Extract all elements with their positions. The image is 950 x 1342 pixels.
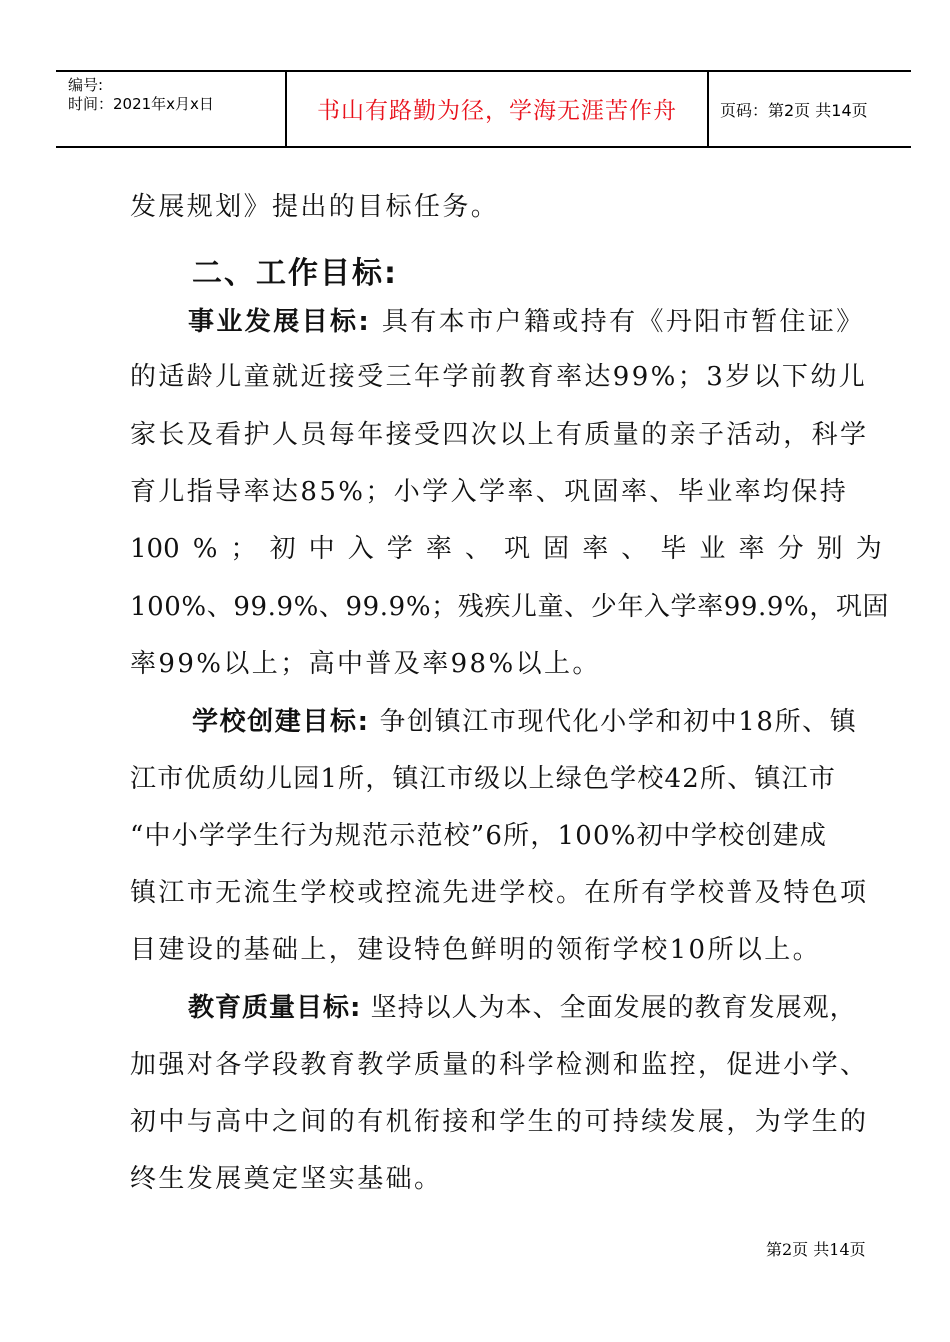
paragraph-3-line-3: 初中与高中之间的有机衔接和学生的可持续发展，为学生的 xyxy=(130,1107,869,1137)
paragraph-1-text-1: 具有本市户籍或持有《丹阳市暂住证》 xyxy=(381,307,865,337)
header-time-label: 时间：2021年x月x日 xyxy=(68,95,214,113)
paragraph-1-line-5-token: ； xyxy=(230,534,257,564)
paragraph-1-line-5 xyxy=(130,532,882,566)
paragraph-2-line-1 xyxy=(192,705,882,739)
paragraph-3-text-1: 坚持以人为本、全面发展的教育发展观， xyxy=(370,993,857,1023)
paragraph-1-line-5-token: 别 xyxy=(816,534,843,564)
header-bottom-rule xyxy=(56,146,911,148)
paragraph-1-line-5-token: 学 xyxy=(386,534,413,564)
paragraph-1-line-2: 的适龄儿童就近接受三年学前教育率达99%；3岁以下幼儿 xyxy=(130,362,868,392)
paragraph-1-line-3: 家长及看护人员每年接受四次以上有质量的亲子活动，科学 xyxy=(130,420,869,450)
paragraph-1-line-5-token: 分 xyxy=(777,534,804,564)
paragraph-1-line-5-token: 、 xyxy=(621,534,648,564)
paragraph-1-line-5-token: 入 xyxy=(347,534,374,564)
paragraph-2-label: 学校创建目标: xyxy=(192,707,370,737)
paragraph-1-line-5-token: 巩 xyxy=(504,534,531,564)
paragraph-2-line-4: 镇江市无流生学校或控流先进学校。在所有学校普及特色项 xyxy=(130,878,869,908)
paragraph-1-line-5-token: 为 xyxy=(855,534,882,564)
paragraph-1-line-5-token: 初 xyxy=(269,534,296,564)
paragraph-1-line-5-token: 、 xyxy=(464,534,491,564)
header-motto: 书山有路勤为径，学海无涯苦作舟 xyxy=(317,98,677,124)
paragraph-1-line-5-token: 业 xyxy=(699,534,726,564)
paragraph-2-text-1: 争创镇江市现代化小学和初中18所、镇 xyxy=(379,707,858,737)
paragraph-1-line-5-token: 100 xyxy=(130,534,180,564)
paragraph-1-line-4: 育儿指导率达85%；小学入学率、巩固率、毕业率均保持 xyxy=(130,477,849,507)
header-page-info: 页码：第2页 共14页 xyxy=(720,101,868,120)
paragraph-2-line-2: 江市优质幼儿园1所，镇江市级以上绿色学校42所、镇江市 xyxy=(130,764,837,794)
paragraph-1-line-5-token: % xyxy=(192,534,218,564)
paragraph-1-line-5-token: 固 xyxy=(543,534,570,564)
paragraph-1-label: 事业发展目标: xyxy=(188,307,372,337)
paragraph-1-line-7: 率99%以上；高中普及率98%以上。 xyxy=(130,649,601,679)
paragraph-1-line-5-token: 率 xyxy=(425,534,452,564)
paragraph-1-line-6: 100%、99.9%、99.9%；残疾儿童、少年入学率99.9%，巩固 xyxy=(130,592,890,622)
paragraph-2-line-3: “中小学学生行为规范示范校”6所，100%初中学校创建成 xyxy=(130,821,828,851)
paragraph-1-line-5-token: 率 xyxy=(582,534,609,564)
paragraph-3-line-4: 终生发展奠定坚实基础。 xyxy=(130,1164,443,1194)
header-number-label: 编号: xyxy=(68,76,104,94)
section-heading: 二、工作目标: xyxy=(192,256,398,291)
header-divider-right xyxy=(707,71,709,147)
paragraph-1-line-5-token: 率 xyxy=(738,534,765,564)
paragraph-1-line-1 xyxy=(188,305,882,339)
footer-page-info: 第2页 共14页 xyxy=(766,1240,866,1259)
paragraph-1-line-5-token: 中 xyxy=(308,534,335,564)
body-line-1: 发展规划》提出的目标任务。 xyxy=(130,192,500,222)
paragraph-3-label: 教育质量目标: xyxy=(188,993,362,1023)
header-meta xyxy=(68,76,214,114)
paragraph-3-line-2: 加强对各学段教育教学质量的科学检测和监控，促进小学、 xyxy=(130,1050,869,1080)
paragraph-2-line-5: 目建设的基础上，建设特色鲜明的领衔学校10所以上。 xyxy=(130,935,822,965)
paragraph-3-line-1 xyxy=(188,991,882,1025)
paragraph-1-line-5-token: 毕 xyxy=(660,534,687,564)
